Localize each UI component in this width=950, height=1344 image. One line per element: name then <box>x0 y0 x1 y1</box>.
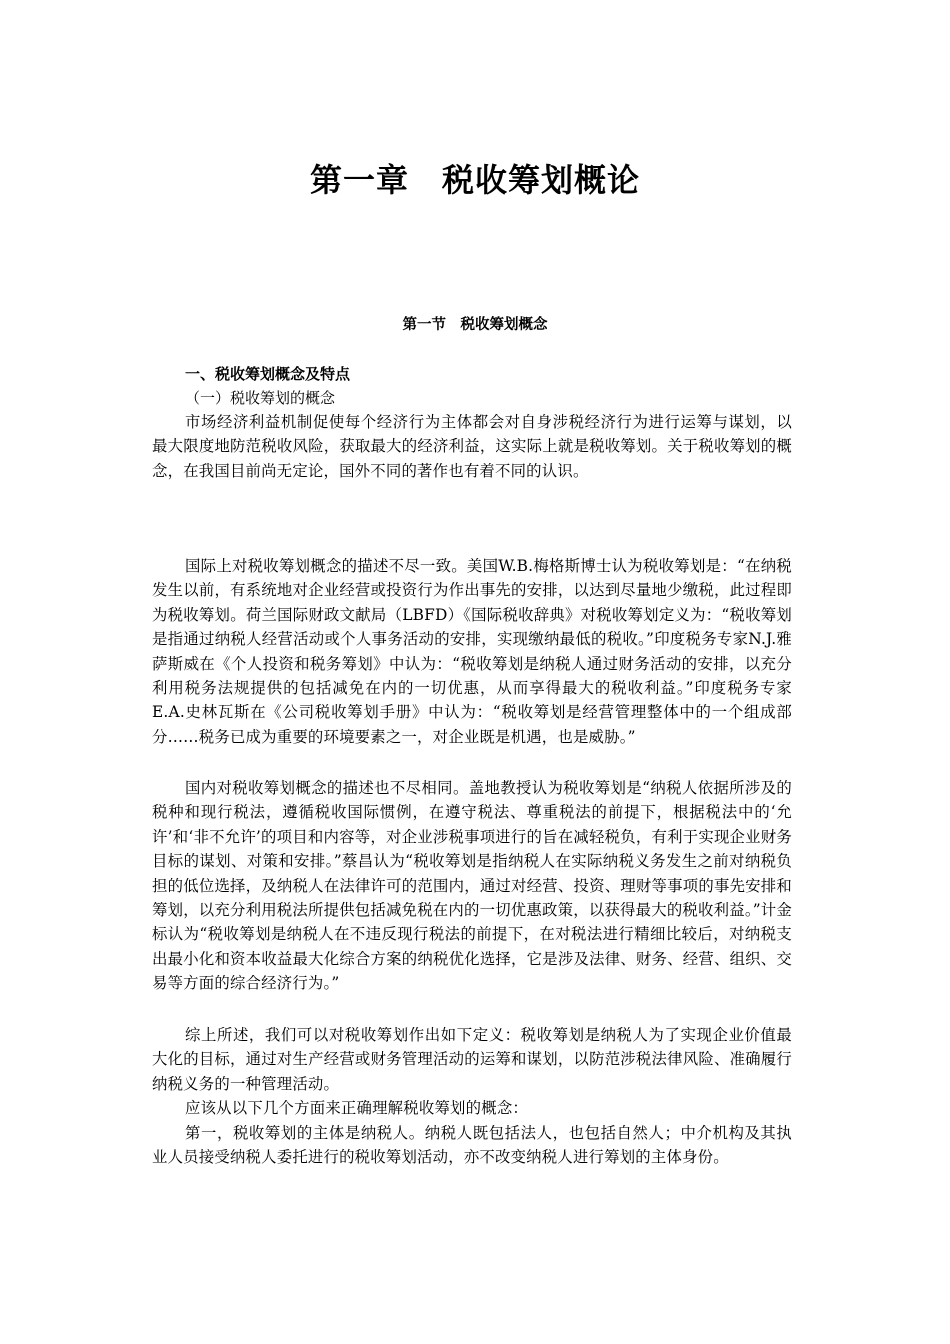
paragraph-summary-definition: 综上所述，我们可以对税收筹划作出如下定义：税收筹划是纳税人为了实现企业价值最大化的目标，通过对生产经营或财务管理活动的运筹和谋划，以防范涉税法律风险、准确履行纳税义务的一种管理活动。 <box>152 1026 792 1093</box>
heading-concept-and-features: 一、税收筹划概念及特点 <box>185 365 351 383</box>
paragraph-domestic-definitions: 国内对税收筹划概念的描述也不尽相同。盖地教授认为税收筹划是“纳税人依据所涉及的税种和现行税法，遵循税收国际惯例，在遵守税法、尊重税法的前提下，根据税法中的‘允许’和‘非不允许’的项目和内容等，对企业涉税事项进行的旨在减轻税负，有利于实现企业财务目标的谋划、对策和安排。”蔡昌认为“税收筹划是指纳税人在实际纳税义务发生之前对纳税负担的低位选择，及纳税人在法律许可的范围内，通过对经营、投资、理财等事项的事先安排和筹划，以充分利用税法所提供包括减免税在内的一切优惠政策，以获得最大的税收利益。”计金标认为“税收筹划是纳税人在不违反现行税法的前提下，在对税法进行精细比较后，对纳税支出最小化和资本收益最大化综合方案的纳税优化选择，它是涉及法律、财务、经营、组织、交易等方面的综合经济行为。” <box>152 779 792 993</box>
paragraph-international-definitions: 国际上对税收筹划概念的描述不尽一致。美国W.B.梅格斯博士认为税收筹划是：“在纳税发生以前，有系统地对企业经营或投资行为作出事先的安排，以达到尽量地少缴税，此过程即为税收筹划。荷兰国际财政文献局（LBFD）《国际税收辞典》对税收筹划定义为：“税收筹划是指通过纳税人经营活动或个人事务活动的安排，实现缴纳最低的税收。”印度税务专家N.J.雅萨斯威在《个人投资和税务筹划》中认为：“税收筹划是纳税人通过财务活动的安排，以充分利用税务法规提供的包括减免在内的一切优惠，从而享得最大的税收利益。”印度税务专家E.A.史林瓦斯在《公司税收筹划手册》中认为：“税收筹划是经营管理整体中的一个组成部分……税务已成为重要的环境要素之一，对企业既是机遇，也是威胁。” <box>152 557 792 746</box>
paragraph-intro: 市场经济利益机制促使每个经济行为主体都会对自身涉税经济行为进行运筹与谋划，以最大限度地防范税收风险，获取最大的经济利益，这实际上就是税收筹划。关于税收筹划的概念，在我国目前尚无定论，国外不同的著作也有着不同的认识。 <box>152 413 792 480</box>
paragraph-first-point: 第一，税收筹划的主体是纳税人。纳税人既包括法人，也包括自然人；中介机构及其执业人员接受纳税人委托进行的税收筹划活动，亦不改变纳税人进行筹划的主体身份。 <box>152 1124 792 1167</box>
chapter-title: 第一章 税收筹划概论 <box>309 161 640 199</box>
section-title: 第一节 税收筹划概念 <box>402 317 548 333</box>
paragraph-understanding-intro: 应该从以下几个方面来正确理解税收筹划的概念： <box>185 1099 528 1117</box>
subheading-concept: （一）税收筹划的概念 <box>185 389 336 407</box>
